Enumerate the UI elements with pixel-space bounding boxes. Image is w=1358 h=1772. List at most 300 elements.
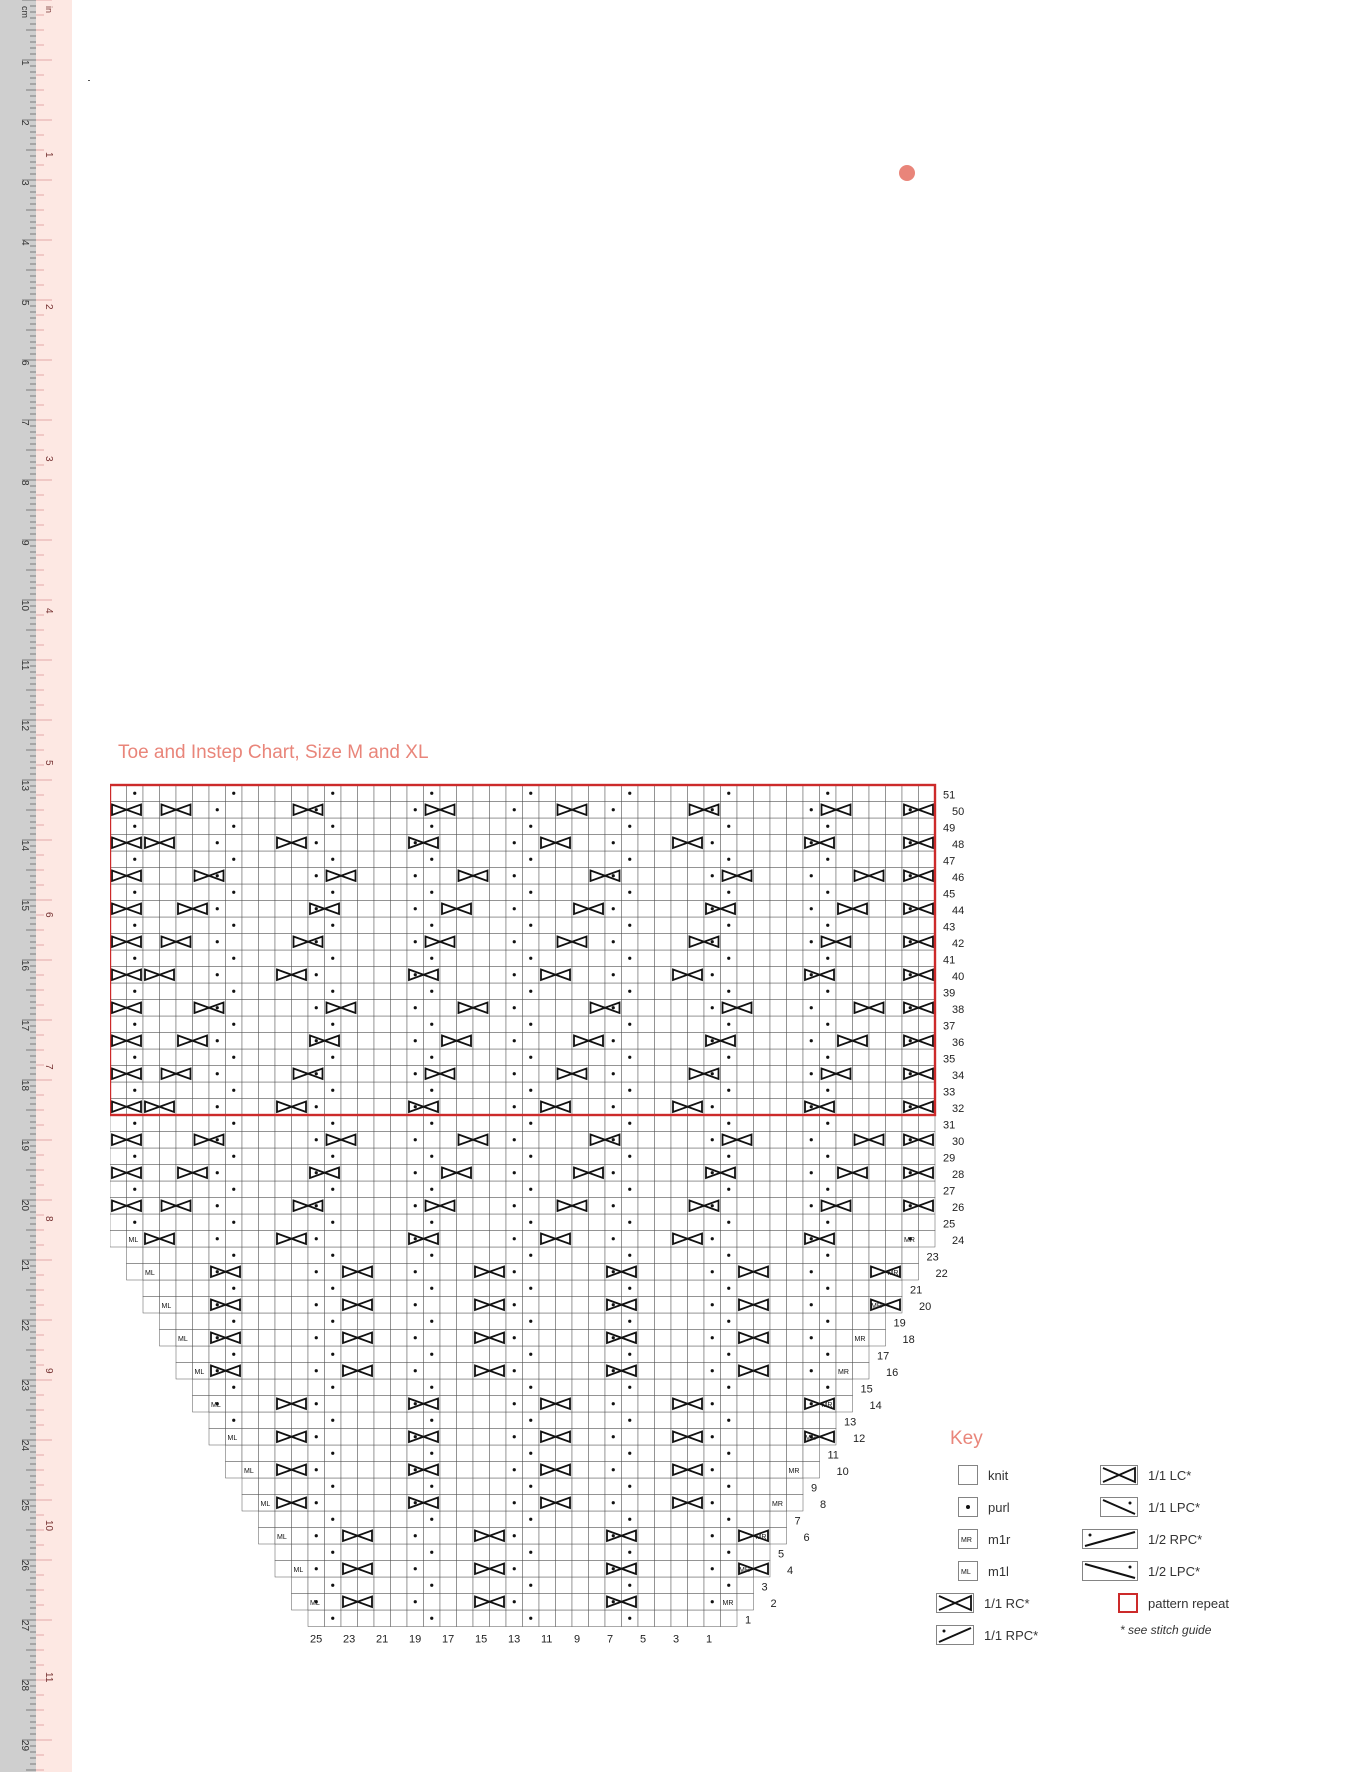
stitch-cell: [506, 1214, 523, 1231]
stitch-cell: [919, 785, 936, 802]
stitch-cell: [556, 1511, 573, 1528]
stitch-cell: [836, 1247, 853, 1264]
stitch-cell: [209, 1280, 226, 1297]
stitch-cell: [457, 835, 474, 852]
stitch-cell: [242, 1363, 259, 1380]
stitch-cell: [374, 1577, 391, 1594]
stitch-cell: [836, 1313, 853, 1330]
ruler-inch-label: 6: [43, 912, 54, 918]
stitch-cell: [143, 1297, 160, 1314]
stitch-cell: [754, 917, 771, 934]
stitch-cell: [176, 1049, 193, 1066]
stitch-cell: [440, 868, 457, 885]
stitch-cell: [902, 851, 919, 868]
stitch-cell: [374, 1264, 391, 1281]
stitch-cell: [341, 1478, 358, 1495]
stitch-cell: [374, 1016, 391, 1033]
stitch-cell: [589, 1511, 606, 1528]
stitch-cell: [259, 1181, 276, 1198]
stitch-cell: [787, 785, 804, 802]
purl-dot: [133, 924, 136, 927]
stitch-cell: [556, 1363, 573, 1380]
purl-dot: [430, 1056, 433, 1059]
stitch-cell: [688, 1330, 705, 1347]
stitch-cell: [737, 1181, 754, 1198]
stitch-cell: [457, 1264, 474, 1281]
stitch-cell: [671, 1478, 688, 1495]
stitch-cell: [737, 1346, 754, 1363]
stitch-cell: [275, 1115, 292, 1132]
key-note: * see stitch guide: [1120, 1623, 1212, 1637]
ruler-cm-label: 12: [19, 720, 30, 732]
stitch-cell: [539, 1346, 556, 1363]
stitch-cell: [358, 851, 375, 868]
ruler-inch-label: 2: [43, 304, 54, 310]
row-number: 10: [836, 1466, 849, 1478]
stitch-cell: [308, 950, 325, 967]
purl-dot: [315, 874, 318, 877]
purl-dot: [711, 1402, 714, 1405]
stitch-cell: [325, 1099, 342, 1116]
stitch-cell: [638, 1016, 655, 1033]
ruler-inch-label: 5: [43, 760, 54, 766]
stitch-cell: [787, 901, 804, 918]
stitch-cell: [803, 1016, 820, 1033]
purl-dot: [711, 1006, 714, 1009]
stitch-cell: [259, 1478, 276, 1495]
stitch-cell: [919, 1082, 936, 1099]
stitch-cell: [737, 983, 754, 1000]
stitch-cell: [754, 1082, 771, 1099]
chart-row: [110, 1231, 935, 1248]
stitch-cell: [556, 1297, 573, 1314]
stitch-cell: [391, 835, 408, 852]
stitch-cell: [589, 1346, 606, 1363]
stitch-cell: [440, 1148, 457, 1165]
row-number: 25: [943, 1218, 956, 1231]
stitch-cell: [259, 1396, 276, 1413]
stitch-cell: [655, 1511, 672, 1528]
purl-dot: [711, 1072, 714, 1075]
stitch-cell: [193, 1049, 210, 1066]
stitch-cell: [440, 1132, 457, 1149]
stitch-cell: [803, 1115, 820, 1132]
stitch-cell: [539, 1412, 556, 1429]
stitch-cell: [292, 884, 309, 901]
purl-dot: [232, 792, 235, 795]
stitch-cell: [556, 818, 573, 835]
purl-dot: [826, 1188, 829, 1191]
stitch-cell: [358, 1049, 375, 1066]
stitch-cell: [820, 1330, 837, 1347]
purl-dot: [232, 924, 235, 927]
stitch-cell: [638, 1429, 655, 1446]
stitch-cell: [572, 1247, 589, 1264]
stitch-cell: [242, 802, 259, 819]
stitch-cell: [242, 1231, 259, 1248]
purl-dot: [529, 1353, 532, 1356]
stitch-cell: [391, 1049, 408, 1066]
stitch-cell: [457, 983, 474, 1000]
row-number: 43: [943, 921, 956, 934]
stitch-cell: [242, 1412, 259, 1429]
stitch-cell: [688, 818, 705, 835]
stitch-cell: [193, 1330, 210, 1347]
purl-dot: [414, 808, 417, 811]
stitch-cell: [770, 1165, 787, 1182]
stitch-cell: [737, 1478, 754, 1495]
stitch-cell: [688, 851, 705, 868]
stitch-cell: [737, 1082, 754, 1099]
stitch-cell: [638, 1082, 655, 1099]
stitch-cell: [638, 1313, 655, 1330]
stitch-cell: [853, 1099, 870, 1116]
stitch-cell: [721, 802, 738, 819]
stitch-cell: [193, 1231, 210, 1248]
stitch-cell: [638, 1511, 655, 1528]
stitch-cell: [242, 1445, 259, 1462]
ruler-cm-label: 15: [19, 900, 30, 912]
stitch-cell: [440, 785, 457, 802]
purl-dot: [628, 924, 631, 927]
purl-dot: [727, 1584, 730, 1587]
stitch-cell: [259, 818, 276, 835]
stitch-cell: [341, 1379, 358, 1396]
stitch-cell: [341, 1214, 358, 1231]
purl-dot: [513, 1369, 516, 1372]
stitch-cell: [638, 967, 655, 984]
stitch-cell: [655, 983, 672, 1000]
stitch-cell: [341, 1610, 358, 1627]
stitch-cell: [523, 835, 540, 852]
purl-dot: [727, 1419, 730, 1422]
stitch-cell: [407, 1082, 424, 1099]
stitch-cell: [754, 884, 771, 901]
stitch-cell: [589, 1528, 606, 1545]
stitch-cell: [886, 1132, 903, 1149]
stitch-cell: [589, 1445, 606, 1462]
stitch-cell: [160, 901, 177, 918]
stitch-cell: [704, 1412, 721, 1429]
stitch-cell: [457, 1462, 474, 1479]
stitch-cell: [572, 950, 589, 967]
chart-row: [110, 1066, 935, 1083]
row-number: 27: [943, 1185, 956, 1198]
stitch-cell: [275, 1049, 292, 1066]
row-number: 4: [787, 1565, 794, 1577]
stitch-cell: [407, 1181, 424, 1198]
stitch-cell: [176, 884, 193, 901]
stitch-cell: [308, 1115, 325, 1132]
stitch-cell: [358, 818, 375, 835]
chart-row: [110, 1132, 935, 1149]
purl-dot: [529, 1518, 532, 1521]
stitch-cell: [242, 917, 259, 934]
stitch-cell: [638, 934, 655, 951]
stitch-cell: [523, 1099, 540, 1116]
stitch-cell: [440, 1000, 457, 1017]
stitch-cell: [605, 1049, 622, 1066]
stitch-cell: [622, 1198, 639, 1215]
stitch-cell: [572, 1346, 589, 1363]
stitch-cell: [374, 1313, 391, 1330]
stitch-cell: [457, 1049, 474, 1066]
stitch-cell: [902, 917, 919, 934]
stitch-cell: [490, 934, 507, 951]
purl-dot: [612, 841, 615, 844]
stitch-cell: [358, 1462, 375, 1479]
stitch-cell: [902, 1049, 919, 1066]
svg-text:MR: MR: [961, 1537, 972, 1544]
purl-dot: [133, 858, 136, 861]
row-number: 23: [926, 1251, 939, 1264]
stitch-cell: [391, 1082, 408, 1099]
stitch-cell: [374, 1165, 391, 1182]
stitch-cell: [638, 1363, 655, 1380]
stitch-cell: [358, 1033, 375, 1050]
stitch-cell: [209, 1412, 226, 1429]
stitch-cell: [374, 1181, 391, 1198]
column-number: 9: [574, 1633, 581, 1646]
stitch-cell: [407, 1346, 424, 1363]
stitch-cell: [176, 1000, 193, 1017]
stitch-cell: [490, 1049, 507, 1066]
purl-dot: [232, 1386, 235, 1389]
stitch-cell: [902, 1115, 919, 1132]
stitch-cell: [176, 1280, 193, 1297]
stitch-cell: [572, 1000, 589, 1017]
m1r-mark: MR: [904, 1237, 915, 1244]
stitch-cell: [704, 1016, 721, 1033]
purl-dot: [513, 1171, 516, 1174]
stitch-cell: [242, 868, 259, 885]
purl-dot: [513, 808, 516, 811]
stitch-cell: [638, 1412, 655, 1429]
stitch-cell: [424, 1330, 441, 1347]
purl-dot: [628, 1254, 631, 1257]
stitch-cell: [589, 1429, 606, 1446]
ruler-cm-label: 17: [19, 1020, 30, 1032]
purl-dot: [909, 1204, 912, 1207]
purl-dot: [909, 1072, 912, 1075]
stitch-cell: [886, 1148, 903, 1165]
stitch-cell: [622, 1132, 639, 1149]
stitch-cell: [358, 785, 375, 802]
stitch-cell: [787, 1247, 804, 1264]
stitch-cell: [391, 1115, 408, 1132]
stitch-cell: [688, 1115, 705, 1132]
purl-dot: [430, 1089, 433, 1092]
stitch-cell: [275, 1363, 292, 1380]
ruler-cm-label: 6: [19, 360, 30, 366]
stitch-cell: [638, 1528, 655, 1545]
stitch-cell: [523, 967, 540, 984]
stitch-cell: [341, 950, 358, 967]
stitch-cell: [787, 1214, 804, 1231]
purl-dot: [909, 1171, 912, 1174]
stitch-cell: [539, 1577, 556, 1594]
stitch-cell: [440, 1280, 457, 1297]
stitch-cell: [424, 1363, 441, 1380]
stitch-cell: [605, 1610, 622, 1627]
stitch-cell: [572, 1049, 589, 1066]
stitch-cell: [853, 950, 870, 967]
stitch-cell: [292, 983, 309, 1000]
stitch-cell: [671, 983, 688, 1000]
purl-dot: [216, 1171, 219, 1174]
stitch-cell: [440, 1429, 457, 1446]
stitch-cell: [473, 1313, 490, 1330]
stitch-cell: [589, 1396, 606, 1413]
column-number: 21: [376, 1633, 389, 1646]
stitch-cell: [655, 1000, 672, 1017]
stitch-cell: [374, 967, 391, 984]
stitch-cell: [275, 1148, 292, 1165]
stitch-cell: [242, 1330, 259, 1347]
stitch-cell: [391, 1379, 408, 1396]
chart-row: [110, 1099, 935, 1116]
rc11-icon: [936, 1593, 974, 1613]
stitch-cell: [473, 901, 490, 918]
stitch-cell: [754, 835, 771, 852]
stitch-cell: [407, 917, 424, 934]
stitch-cell: [803, 851, 820, 868]
stitch-cell: [572, 1231, 589, 1248]
stitch-cell: [259, 868, 276, 885]
stitch-cell: [754, 851, 771, 868]
purl-dot: [711, 1237, 714, 1240]
stitch-cell: [473, 1198, 490, 1215]
purl-dot: [414, 1006, 417, 1009]
stitch-cell: [869, 1066, 886, 1083]
stitch-cell: [655, 884, 672, 901]
stitch-cell: [325, 1330, 342, 1347]
stitch-cell: [622, 1066, 639, 1083]
chart-row: [110, 1165, 935, 1182]
ruler-cm-label: 7: [19, 420, 30, 426]
stitch-cell: [589, 1082, 606, 1099]
purl-dot: [628, 1287, 631, 1290]
stitch-cell: [341, 785, 358, 802]
stitch-cell: [275, 983, 292, 1000]
stitch-cell: [506, 1280, 523, 1297]
purl-dot: [529, 858, 532, 861]
stitch-cell: [655, 917, 672, 934]
stitch-cell: [473, 1280, 490, 1297]
stitch-cell: [391, 1297, 408, 1314]
stitch-cell: [539, 1148, 556, 1165]
stitch-cell: [391, 1577, 408, 1594]
stitch-cell: [572, 1577, 589, 1594]
stitch-cell: [523, 1231, 540, 1248]
stitch-cell: [572, 1330, 589, 1347]
purl-dot: [727, 1320, 730, 1323]
stitch-cell: [688, 1544, 705, 1561]
stitch-cell: [556, 1594, 573, 1611]
stitch-cell: [341, 1231, 358, 1248]
stitch-cell: [622, 1495, 639, 1512]
stitch-cell: [902, 818, 919, 835]
purl-dot: [727, 1089, 730, 1092]
stitch-cell: [275, 1214, 292, 1231]
purl-dot: [529, 792, 532, 795]
stitch-cell: [688, 1049, 705, 1066]
purl-dot: [909, 1105, 912, 1108]
stitch-cell: [292, 1247, 309, 1264]
stitch-cell: [605, 1016, 622, 1033]
stitch-cell: [869, 1099, 886, 1116]
stitch-cell: [754, 1429, 771, 1446]
stitch-cell: [688, 1346, 705, 1363]
stitch-cell: [374, 1462, 391, 1479]
purl-dot: [711, 1270, 714, 1273]
ruler-cm-label: 16: [19, 960, 30, 972]
stitch-cell: [572, 851, 589, 868]
column-number: 13: [508, 1633, 521, 1646]
stitch-cell: [506, 785, 523, 802]
stitch-cell: [160, 1280, 177, 1297]
stitch-cell: [721, 1396, 738, 1413]
stitch-cell: [836, 1214, 853, 1231]
stitch-cell: [539, 1115, 556, 1132]
chart-row: [275, 1561, 770, 1578]
stitch-cell: [490, 1016, 507, 1033]
stitch-cell: [490, 967, 507, 984]
stitch-cell: [176, 1247, 193, 1264]
stitch-cell: [374, 1544, 391, 1561]
stitch-cell: [787, 934, 804, 951]
stitch-cell: [242, 818, 259, 835]
stitch-cell: [325, 1462, 342, 1479]
stitch-cell: [440, 1495, 457, 1512]
stitch-cell: [275, 802, 292, 819]
stitch-cell: [605, 818, 622, 835]
stitch-cell: [688, 1264, 705, 1281]
purl-dot: [331, 1386, 334, 1389]
stitch-cell: [226, 934, 243, 951]
ruler-inch-label: 9: [43, 1368, 54, 1374]
stitch-cell: [572, 1396, 589, 1413]
stitch-cell: [820, 1264, 837, 1281]
stitch-cell: [902, 785, 919, 802]
purl-dot: [727, 1155, 730, 1158]
stitch-cell: [457, 1379, 474, 1396]
stitch-cell: [209, 1247, 226, 1264]
stitch-cell: [242, 1429, 259, 1446]
stitch-cell: [754, 1016, 771, 1033]
stitch-cell: [457, 785, 474, 802]
stitch-cell: [787, 1429, 804, 1446]
stitch-cell: [242, 1495, 259, 1512]
stitch-cell: [787, 950, 804, 967]
stitch-cell: [440, 1528, 457, 1545]
stitch-cell: [473, 1066, 490, 1083]
stitch-cell: [688, 1165, 705, 1182]
stitch-cell: [605, 851, 622, 868]
stitch-cell: [638, 802, 655, 819]
m1l-mark: ML: [310, 1600, 320, 1607]
stitch-cell: [358, 1198, 375, 1215]
purl-dot: [513, 874, 516, 877]
stitch-cell: [292, 1313, 309, 1330]
stitch-cell: [407, 1148, 424, 1165]
purl-dot: [628, 858, 631, 861]
stitch-cell: [226, 1396, 243, 1413]
purl-dot: [628, 1452, 631, 1455]
purl-dot: [826, 924, 829, 927]
stitch-cell: [869, 901, 886, 918]
stitch-cell: [605, 1511, 622, 1528]
